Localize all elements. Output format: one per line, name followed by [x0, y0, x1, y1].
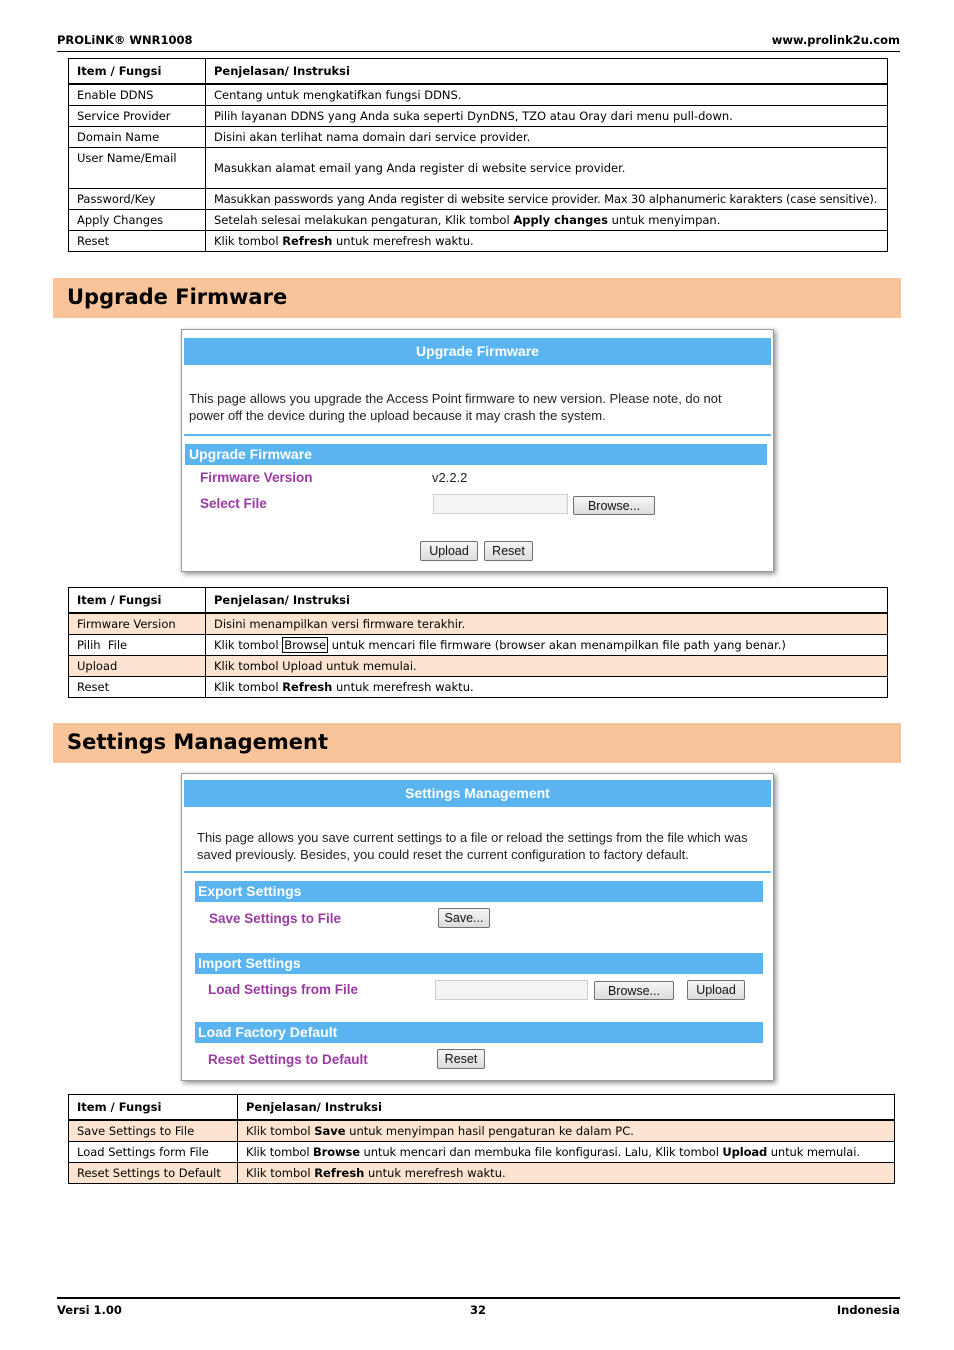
description-cell: Disini akan terlihat nama domain dari service provider. — [206, 127, 888, 148]
text-part: Klik tombol — [214, 234, 283, 248]
divider — [184, 434, 771, 436]
text-part: Setelah selesai melakukan pengaturan, Klik tombol — [214, 213, 514, 227]
table-row — [69, 148, 888, 189]
reset-settings-label: Reset Settings to Default — [208, 1052, 368, 1067]
description-cell — [206, 635, 888, 656]
file-path-input[interactable] — [433, 494, 568, 514]
table-row — [69, 677, 888, 698]
table-row — [69, 231, 888, 252]
description-line: This page allows you upgrade the Access Point firmware to new version. Please note, do not — [189, 391, 722, 406]
section-bar-factory-default — [195, 1022, 763, 1043]
firmware-version-label: Firmware Version — [200, 470, 313, 485]
item-cell: Service Provider — [69, 106, 206, 127]
section-bar-title: Upgrade Firmware — [189, 446, 312, 462]
table-row — [69, 613, 888, 635]
description-cell — [238, 1142, 895, 1163]
panel-description — [189, 390, 722, 424]
item-cell: Firmware Version — [69, 613, 206, 635]
bold-keyword: Apply changes — [513, 213, 608, 227]
bold-keyword: Refresh — [282, 680, 333, 694]
save-button[interactable]: Save... — [438, 908, 490, 928]
header-description: Penjelasan/ Instruksi — [206, 588, 888, 614]
item-cell: Password/Key — [69, 189, 206, 210]
upload-button[interactable]: Upload — [420, 541, 478, 561]
save-settings-label: Save Settings to File — [209, 911, 342, 926]
section-bar-title: Export Settings — [198, 883, 302, 899]
page-header — [57, 33, 900, 52]
header-description: Penjelasan/ Instruksi — [206, 59, 888, 85]
text-part: Klik tombol — [214, 638, 283, 652]
settings-table — [68, 1094, 895, 1184]
item-cell: Reset — [69, 677, 206, 698]
bold-keyword: Browse — [312, 1145, 360, 1159]
header-item: Item / Fungsi — [69, 59, 206, 85]
firmware-version-value: v2.2.2 — [432, 470, 468, 485]
text-part: untuk memulai. — [767, 1145, 860, 1159]
text-part: Klik tombol — [246, 1124, 315, 1138]
table-row — [69, 1120, 895, 1142]
bold-keyword: Refresh — [314, 1166, 365, 1180]
table-row — [69, 656, 888, 677]
browse-button[interactable]: Browse... — [573, 496, 655, 515]
item-cell: Apply Changes — [69, 210, 206, 231]
bold-keyword: Save — [314, 1124, 346, 1138]
upgrade-firmware-panel — [181, 329, 774, 572]
table-row — [69, 106, 888, 127]
description-cell: Centang untuk mengkatifkan fungsi DDNS. — [206, 84, 888, 106]
text-part: untuk merefresh waktu. — [364, 1166, 506, 1180]
description-cell — [206, 677, 888, 698]
text-part: untuk merefresh waktu. — [332, 680, 474, 694]
header-website: www.prolink2u.com — [771, 33, 900, 47]
text-part: Klik tombol — [246, 1145, 313, 1159]
item-cell: Domain Name — [69, 127, 206, 148]
section-heading-settings-management — [53, 723, 901, 763]
table-row — [69, 189, 888, 210]
panel-title: Settings Management — [405, 785, 550, 801]
description-cell: Pilih layanan DDNS yang Anda suka seperti DynDNS, TZO atau Oray dari menu pull-down. — [206, 106, 888, 127]
section-heading-upgrade-firmware — [53, 278, 901, 318]
description-line: power off the device during the upload because it may crash the system. — [189, 408, 606, 423]
item-cell: User Name/Email — [69, 148, 206, 189]
settings-management-panel — [181, 773, 774, 1081]
reset-button[interactable]: Reset — [484, 541, 533, 561]
bold-keyword: Upload — [722, 1145, 768, 1159]
section-bar-export — [195, 881, 763, 902]
text-part: Klik tombol — [214, 680, 283, 694]
item-cell: Pilih File — [69, 635, 206, 656]
reset-button[interactable]: Reset — [437, 1049, 485, 1069]
header-item: Item / Fungsi — [69, 588, 206, 614]
table-header-row — [69, 59, 888, 85]
table-header-row — [69, 588, 888, 614]
bold-keyword: Refresh — [282, 234, 333, 248]
footer-version: Versi 1.00 — [57, 1303, 122, 1317]
table-row — [69, 127, 888, 148]
item-cell: Enable DDNS — [69, 84, 206, 106]
description-cell — [238, 1120, 895, 1142]
section-title: Upgrade Firmware — [67, 285, 288, 309]
table-row — [69, 1163, 895, 1184]
item-cell: Upload — [69, 656, 206, 677]
panel-title-bar — [184, 780, 771, 807]
select-file-label: Select File — [200, 496, 267, 511]
description-cell — [238, 1163, 895, 1184]
text-part: untuk mencari file firmware (browser akan menampilkan file path yang benar.) — [328, 638, 786, 652]
description-line: This page allows you save current settings to a file or reload the settings from the file which was — [197, 830, 748, 845]
browse-keyword: Browse — [284, 638, 327, 652]
upload-button[interactable]: Upload — [687, 980, 745, 1000]
table-header-row — [69, 1095, 895, 1121]
section-bar-upgrade-firmware — [185, 444, 767, 465]
table-row — [69, 210, 888, 231]
text-part: Klik tombol — [246, 1166, 315, 1180]
description-cell — [206, 210, 888, 231]
item-cell: Save Settings to File — [69, 1120, 238, 1142]
browse-button[interactable]: Browse... — [594, 981, 674, 1000]
header-item: Item / Fungsi — [69, 1095, 238, 1121]
description-line: saved previously. Besides, you could reset the current configuration to factory default. — [197, 847, 689, 862]
load-settings-label: Load Settings from File — [208, 982, 359, 997]
description-cell — [206, 148, 888, 189]
settings-file-input[interactable] — [435, 980, 588, 1000]
description-cell: Masukkan passwords yang Anda register di website service provider. Max 30 alphanumeric karakters (case sensitive). — [206, 189, 888, 210]
description-cell: Disini menampilkan versi firmware terakhir. — [206, 613, 888, 635]
section-bar-title: Load Factory Default — [198, 1024, 338, 1040]
page-number: 32 — [470, 1303, 487, 1317]
description-text: Masukkan alamat email yang Anda register di website service provider. — [214, 161, 626, 175]
section-bar-import — [195, 953, 763, 974]
header-description: Penjelasan/ Instruksi — [238, 1095, 895, 1121]
description-cell — [206, 231, 888, 252]
panel-description — [197, 829, 748, 863]
item-cell: Reset — [69, 231, 206, 252]
footer-language: Indonesia — [836, 1303, 900, 1317]
description-cell: Klik tombol Upload untuk memulai. — [206, 656, 888, 677]
panel-title-bar — [184, 338, 771, 365]
item-cell: Reset Settings to Default — [69, 1163, 238, 1184]
table-row — [69, 1142, 895, 1163]
text-part: untuk menyimpan hasil pengaturan ke dalam PC. — [345, 1124, 634, 1138]
firmware-table — [68, 587, 888, 698]
table-row — [69, 84, 888, 106]
item-cell: Load Settings form File — [69, 1142, 238, 1163]
ddns-table — [68, 58, 888, 252]
page-footer — [57, 1297, 900, 1319]
table-row — [69, 635, 888, 656]
panel-title: Upgrade Firmware — [416, 343, 539, 359]
section-bar-title: Import Settings — [198, 955, 301, 971]
divider — [184, 871, 771, 873]
text-part: untuk mencari dan membuka file konfigurasi. Lalu, Klik tombol — [360, 1145, 723, 1159]
text-part: untuk menyimpan. — [607, 213, 721, 227]
text-part: untuk merefresh waktu. — [332, 234, 474, 248]
header-product: PROLiNK® WNR1008 — [57, 33, 193, 47]
section-title: Settings Management — [67, 730, 329, 754]
